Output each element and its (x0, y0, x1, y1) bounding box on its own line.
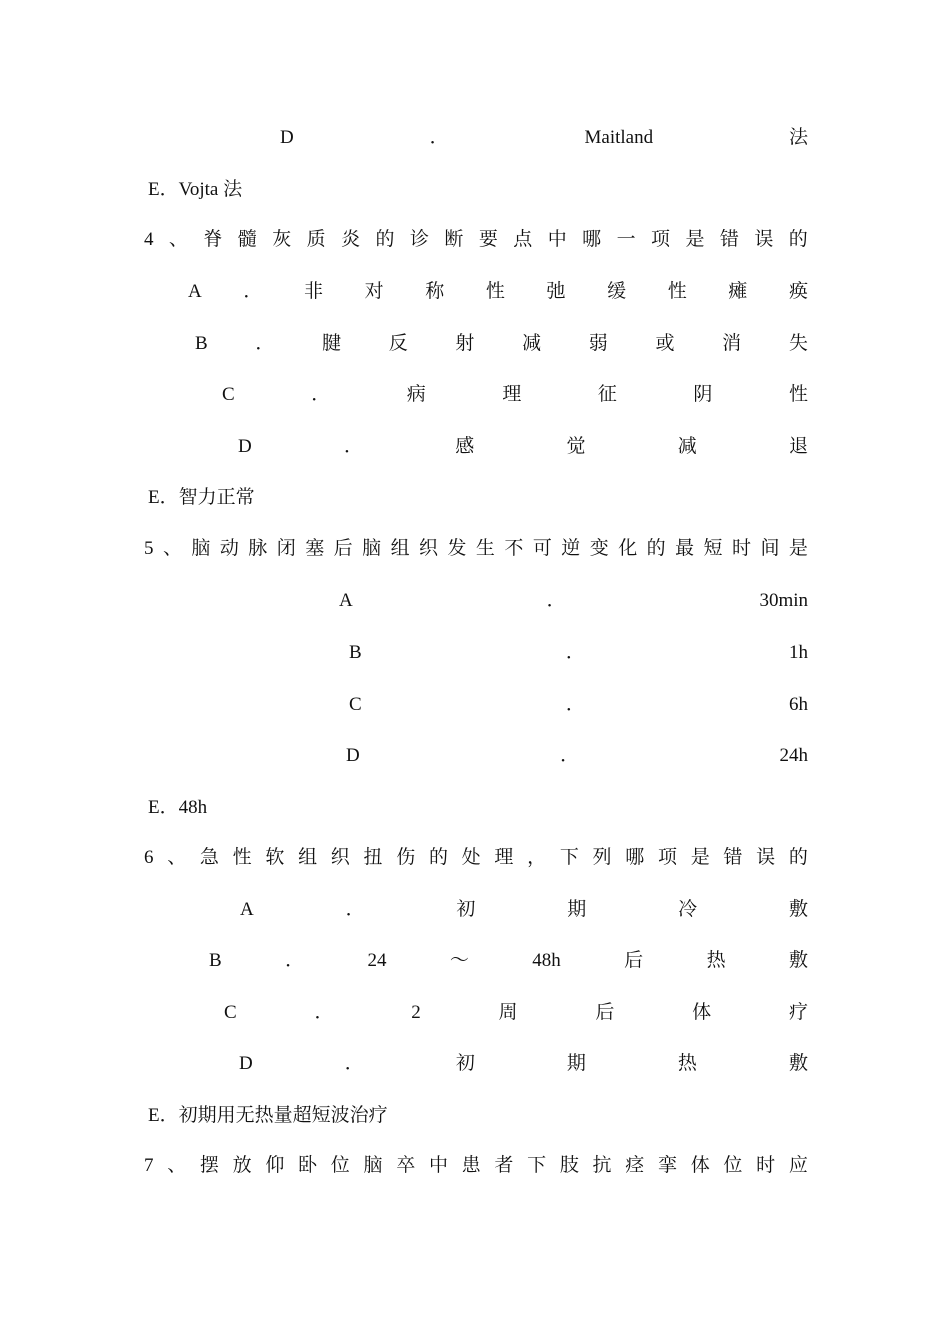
text-token: 理 (494, 847, 514, 868)
text-token: ． (345, 899, 365, 920)
text-token: 期 (566, 1053, 586, 1074)
text-token: ． (243, 281, 263, 302)
text-token: 质 (306, 229, 326, 250)
text-token: 脊 (203, 229, 223, 250)
text-token: 应 (788, 1155, 808, 1176)
text-token: 患 (461, 1155, 481, 1176)
text-token: 痉 (625, 1155, 645, 1176)
text-token: 错 (719, 229, 739, 250)
text-token: 周 (498, 1002, 518, 1023)
text-token: C (224, 1002, 237, 1023)
text-token: ． (311, 384, 331, 405)
text-token: ． (255, 333, 275, 354)
text-token: 脉 (248, 538, 268, 559)
text-token: 射 (455, 333, 475, 354)
text-token: 非 (303, 281, 323, 302)
text-line (144, 227, 808, 253)
text-token: 灰 (272, 229, 292, 250)
text-token: 减 (522, 333, 542, 354)
text-token: 逆 (561, 538, 581, 559)
text-token: 脑 (191, 538, 211, 559)
text-token: C (349, 694, 362, 715)
text-token: 哪 (582, 229, 602, 250)
text-token: 变 (589, 538, 609, 559)
text-token: 24h (779, 745, 808, 766)
text-token: 织 (330, 847, 350, 868)
text-line (188, 279, 808, 305)
text-token: ． (344, 1053, 364, 1074)
text-token: 4 (144, 229, 154, 250)
text-token: ． (546, 590, 566, 611)
text-token: 热 (677, 1053, 697, 1074)
text-token: 误 (756, 847, 776, 868)
text-token: 消 (722, 333, 742, 354)
text-line (195, 331, 808, 357)
text-token: 病 (406, 384, 426, 405)
text-token: 卒 (396, 1155, 416, 1176)
text-token: 缓 (607, 281, 627, 302)
text-line (209, 948, 808, 974)
text-token: B (195, 333, 208, 354)
text-token: 反 (388, 333, 408, 354)
text-line (346, 743, 808, 769)
text-line (349, 692, 808, 718)
text-token: 减 (677, 436, 697, 457)
text-token: 是 (788, 538, 808, 559)
text-line (144, 536, 808, 562)
text-token: 或 (655, 333, 675, 354)
text-token: ． (560, 745, 580, 766)
text-token: 体 (690, 1155, 710, 1176)
text-token: 点 (513, 229, 533, 250)
text-token: 初 (455, 1053, 475, 1074)
text-token: D (239, 1053, 253, 1074)
text-token: 的 (428, 847, 448, 868)
text-token: 称 (425, 281, 445, 302)
text-token: 6 (144, 847, 154, 868)
text-token: 间 (760, 538, 780, 559)
text-line: E．智力正常 (148, 487, 255, 508)
text-token: D (238, 436, 252, 457)
text-token: A (339, 590, 353, 611)
text-token: 痪 (788, 281, 808, 302)
text-token: A (240, 899, 254, 920)
text-token: 仰 (265, 1155, 285, 1176)
text-token: 诊 (409, 229, 429, 250)
text-token: 一 (616, 229, 636, 250)
text-token: 动 (219, 538, 239, 559)
text-token: 挛 (657, 1155, 677, 1176)
text-token: 敷 (788, 899, 808, 920)
text-token: 的 (375, 229, 395, 250)
text-token: 热 (706, 950, 726, 971)
text-token: 炎 (341, 229, 361, 250)
text-token: 抗 (592, 1155, 612, 1176)
text-token: 、 (167, 1155, 187, 1176)
text-token: 初 (456, 899, 476, 920)
text-token: 理 (502, 384, 522, 405)
text-token: 弱 (588, 333, 608, 354)
text-token: 误 (754, 229, 774, 250)
text-token: Maitland (584, 127, 654, 148)
text-line (238, 434, 808, 460)
text-token: 6h (788, 694, 808, 715)
text-token: 哪 (625, 847, 645, 868)
text-token: 7 (144, 1155, 154, 1176)
text-token: 组 (298, 847, 318, 868)
text-token: 不 (504, 538, 524, 559)
text-token: 断 (444, 229, 464, 250)
text-token: 征 (597, 384, 617, 405)
text-token: 列 (592, 847, 612, 868)
text-token: 下 (527, 1155, 547, 1176)
text-token: 脑 (362, 538, 382, 559)
text-token: 5 (144, 538, 154, 559)
text-line: E．48h (148, 797, 208, 818)
text-token: ． (429, 127, 449, 148)
text-line (222, 382, 808, 408)
text-token: ～ (449, 950, 469, 971)
text-token: D (280, 127, 294, 148)
text-token: 敷 (788, 950, 808, 971)
text-token: 短 (703, 538, 723, 559)
text-token: 冷 (678, 899, 698, 920)
text-token: D (346, 745, 360, 766)
text-line (280, 125, 808, 151)
text-token: 生 (475, 538, 495, 559)
text-token: 闭 (276, 538, 296, 559)
text-token: A (188, 281, 202, 302)
text-token: 处 (461, 847, 481, 868)
text-token: 疗 (788, 1002, 808, 1023)
text-token: 48h (532, 950, 561, 971)
text-token: 是 (685, 229, 705, 250)
text-line (144, 845, 808, 871)
text-token: ． (343, 436, 363, 457)
text-token: 、 (168, 229, 188, 250)
text-token: 放 (232, 1155, 252, 1176)
text-token: 髓 (237, 229, 257, 250)
text-token: 1h (788, 642, 808, 663)
text-line (224, 1000, 808, 1026)
text-token: 急 (199, 847, 219, 868)
text-token: 腱 (322, 333, 342, 354)
text-token: 是 (690, 847, 710, 868)
text-token: 脑 (363, 1155, 383, 1176)
text-token: ， (527, 847, 547, 868)
text-token: 感 (455, 436, 475, 457)
text-token: 的 (788, 229, 808, 250)
text-token: 时 (756, 1155, 776, 1176)
text-token: 位 (723, 1155, 743, 1176)
text-token: 性 (232, 847, 252, 868)
text-token: 组 (390, 538, 410, 559)
text-token: 卧 (298, 1155, 318, 1176)
text-token: B (209, 950, 222, 971)
text-token: 觉 (566, 436, 586, 457)
text-token: 伤 (396, 847, 416, 868)
text-token: 失 (788, 333, 808, 354)
text-token: 项 (651, 229, 671, 250)
text-token: 摆 (199, 1155, 219, 1176)
text-token: 敷 (788, 1053, 808, 1074)
text-token: 织 (419, 538, 439, 559)
text-line (349, 640, 808, 666)
text-token: 弛 (546, 281, 566, 302)
text-line (240, 897, 808, 923)
text-token: ． (314, 1002, 334, 1023)
text-token: 时 (732, 538, 752, 559)
text-token: 体 (692, 1002, 712, 1023)
text-token: 项 (657, 847, 677, 868)
text-token: 后 (333, 538, 353, 559)
text-token: 的 (788, 847, 808, 868)
text-token: 退 (788, 436, 808, 457)
text-token: 性 (485, 281, 505, 302)
text-line (339, 588, 808, 614)
text-token: 阴 (693, 384, 713, 405)
text-token: 瘫 (728, 281, 748, 302)
text-token: 可 (532, 538, 552, 559)
text-token: 2 (411, 1002, 421, 1023)
text-token: 最 (675, 538, 695, 559)
text-token: 化 (618, 538, 638, 559)
text-token: 扭 (363, 847, 383, 868)
text-token: 位 (330, 1155, 350, 1176)
text-token: C (222, 384, 235, 405)
text-token: 的 (646, 538, 666, 559)
text-token: 要 (478, 229, 498, 250)
text-token: 性 (667, 281, 687, 302)
text-token: ． (285, 950, 305, 971)
text-token: 性 (788, 384, 808, 405)
text-token: 、 (162, 538, 182, 559)
text-token: 法 (788, 127, 808, 148)
text-line: E．初期用无热量超短波治疗 (148, 1105, 388, 1126)
text-line (239, 1051, 808, 1077)
text-token: 30min (759, 590, 808, 611)
text-token: 者 (494, 1155, 514, 1176)
text-token: 后 (595, 1002, 615, 1023)
text-token: 发 (447, 538, 467, 559)
text-token: ． (565, 642, 585, 663)
text-token: 、 (167, 847, 187, 868)
text-token: 中 (428, 1155, 448, 1176)
text-token: 对 (364, 281, 384, 302)
text-token: 肢 (559, 1155, 579, 1176)
text-token: 中 (547, 229, 567, 250)
text-token: 期 (567, 899, 587, 920)
text-token: 下 (559, 847, 579, 868)
text-token: 24 (367, 950, 387, 971)
text-token: ． (565, 694, 585, 715)
text-token: 错 (723, 847, 743, 868)
text-token: 软 (265, 847, 285, 868)
text-line (144, 1153, 808, 1179)
text-token: 后 (624, 950, 644, 971)
text-token: 塞 (305, 538, 325, 559)
text-token: B (349, 642, 362, 663)
text-line: E．Vojta 法 (148, 179, 243, 200)
